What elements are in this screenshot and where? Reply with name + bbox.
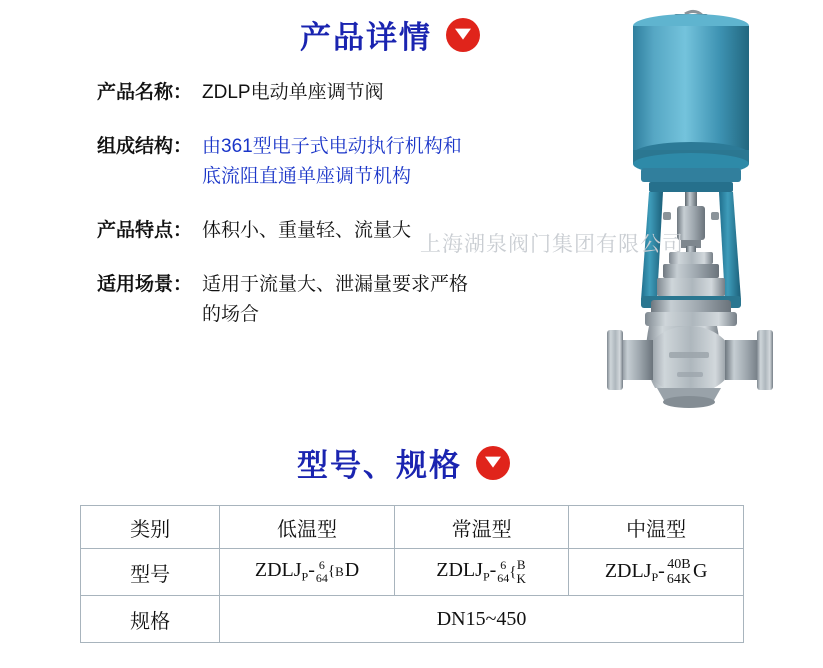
detail-value bbox=[192, 270, 580, 330]
row-label-spec: 规格 bbox=[81, 596, 220, 643]
section-title-text: 产品详情 bbox=[300, 20, 432, 55]
model-subscript: P bbox=[301, 569, 309, 584]
model-fraction bbox=[497, 559, 509, 584]
model-code-low-temp bbox=[220, 549, 395, 596]
detail-value-line1: 体积小、重量轻、流量大 bbox=[202, 220, 412, 241]
down-triangle-badge-icon bbox=[476, 446, 510, 480]
model-fraction bbox=[667, 557, 691, 588]
table-row bbox=[81, 549, 744, 596]
model-dash: - bbox=[658, 559, 665, 582]
model-suffix: G bbox=[692, 559, 708, 582]
row-label-model: 型号 bbox=[81, 549, 220, 596]
model-dash: - bbox=[489, 559, 497, 582]
model-brace: { bbox=[327, 563, 336, 580]
detail-value bbox=[192, 78, 580, 108]
table-header-row bbox=[81, 506, 744, 549]
section-title-model-spec bbox=[297, 440, 510, 485]
spec-range-value: DN15~450 bbox=[220, 596, 744, 643]
table-header-cell: 常温型 bbox=[394, 506, 568, 549]
model-base: ZDLJ bbox=[254, 559, 302, 582]
detail-label: 适用场景： bbox=[96, 274, 192, 295]
detail-row bbox=[60, 270, 580, 330]
detail-row bbox=[60, 132, 580, 192]
detail-value-line1: ZDLP电动单座调节阀 bbox=[202, 82, 384, 103]
detail-row bbox=[60, 78, 580, 108]
detail-value-line2: 底流阻直通单座调节机构 bbox=[202, 166, 412, 187]
model-fraction-numerator: 40B bbox=[667, 556, 691, 572]
section-title-text: 型号、规格 bbox=[297, 448, 462, 483]
model-brace: { bbox=[509, 563, 517, 580]
section-title-product-detail bbox=[300, 12, 480, 57]
product-detail-list bbox=[60, 78, 580, 354]
model-code-mid-temp bbox=[569, 549, 744, 596]
model-fraction-denominator: 64 bbox=[315, 570, 328, 585]
model-variant-top: B bbox=[516, 557, 526, 573]
table-header-cell: 中温型 bbox=[569, 506, 744, 549]
table-row bbox=[81, 596, 744, 643]
model-suffix: D bbox=[344, 559, 360, 582]
model-variant-stack bbox=[517, 558, 526, 585]
model-dash: - bbox=[308, 559, 315, 582]
product-photo bbox=[545, 0, 823, 430]
model-fraction-denominator: 64K bbox=[666, 572, 691, 587]
detail-value-line1: 适用于流量大、泄漏量要求严格 bbox=[202, 274, 469, 295]
model-base: ZDLJ bbox=[604, 559, 652, 582]
detail-value-line2: 的场合 bbox=[202, 304, 260, 325]
detail-label: 组成结构： bbox=[96, 136, 192, 157]
model-fraction-denominator: 64 bbox=[497, 571, 510, 585]
model-variant-top: B bbox=[335, 564, 344, 580]
model-code-normal-temp bbox=[394, 549, 568, 596]
model-subscript: P bbox=[651, 569, 659, 584]
detail-value bbox=[192, 132, 580, 192]
table-header-cell: 低温型 bbox=[220, 506, 395, 549]
watermark-text: 上海湖泉阀门集团有限公司 bbox=[420, 233, 684, 256]
model-fraction-numerator: 6 bbox=[500, 558, 507, 573]
model-variant-bottom: K bbox=[516, 571, 526, 586]
detail-label: 产品特点： bbox=[96, 220, 192, 241]
model-spec-table bbox=[80, 505, 744, 643]
model-base: ZDLJ bbox=[436, 559, 483, 582]
table-header-cell: 类别 bbox=[81, 506, 220, 549]
model-subscript: P bbox=[482, 569, 490, 584]
detail-value-line1: 由361型电子式电动执行机构和 bbox=[202, 136, 462, 157]
detail-label: 产品名称： bbox=[96, 82, 192, 103]
model-fraction-numerator: 6 bbox=[318, 558, 325, 573]
model-fraction bbox=[316, 559, 328, 584]
model-variant-stack bbox=[335, 565, 344, 579]
down-triangle-badge-icon bbox=[446, 18, 480, 52]
